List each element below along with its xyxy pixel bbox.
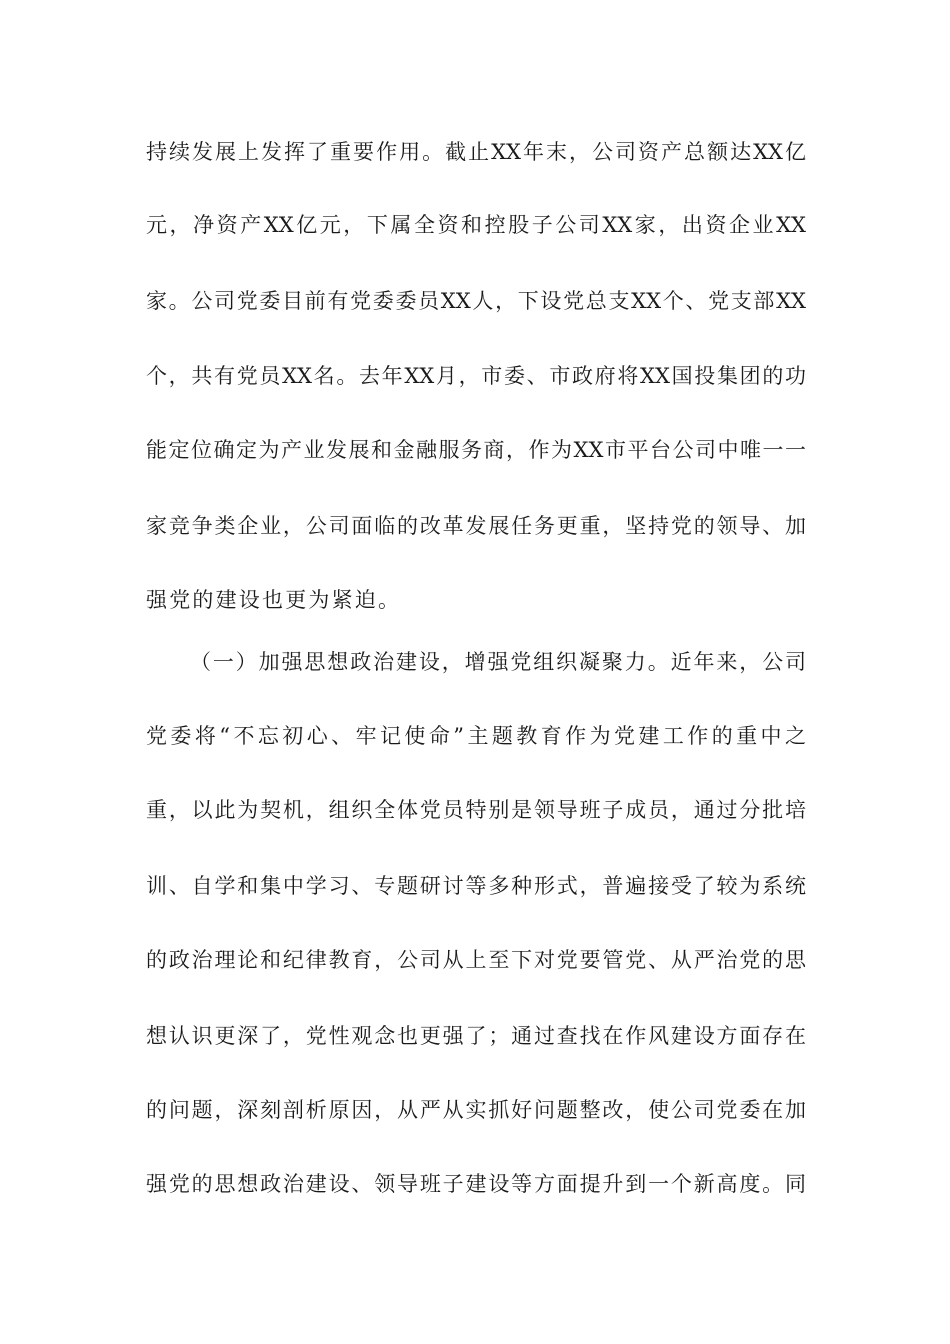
section-heading-line: （一）加强思想政治建设，增强党组织凝聚力。近年来，公司 — [190, 650, 806, 674]
text-line: 家竞争类企业，公司面临的改革发展任务更重，坚持党的领导、加 — [146, 514, 806, 538]
text-line: 训、自学和集中学习、专题研讨等多种形式，普遍接受了较为系统 — [146, 874, 806, 898]
paragraph-last-line: 强党的建设也更为紧迫。 — [146, 588, 402, 612]
text-line: 的政治理论和纪律教育，公司从上至下对党要管党、从严治党的思 — [146, 948, 806, 972]
text-line: 重，以此为契机，组织全体党员特别是领导班子成员，通过分批培 — [146, 798, 806, 822]
text-line: 强党的思想政治建设、领导班子建设等方面提升到一个新高度。同 — [146, 1172, 806, 1196]
text-line: 党委将“不忘初心、牢记使命”主题教育作为党建工作的重中之 — [146, 724, 806, 748]
text-line: 个，共有党员XX名。去年XX月，市委、市政府将XX国投集团的功 — [146, 364, 806, 388]
text-line: 持续发展上发挥了重要作用。截止XX年末，公司资产总额达XX亿 — [146, 140, 806, 164]
text-line: 能定位确定为产业发展和金融服务商，作为XX市平台公司中唯一一 — [146, 438, 806, 462]
text-line: 想认识更深了，党性观念也更强了；通过查找在作风建设方面存在 — [146, 1024, 806, 1048]
text-line: 的问题，深刻剖析原因，从严从实抓好问题整改，使公司党委在加 — [146, 1098, 806, 1122]
text-line: 家。公司党委目前有党委委员XX人，下设党总支XX个、党支部XX — [146, 289, 806, 313]
text-line: 元，净资产XX亿元，下属全资和控股子公司XX家，出资企业XX — [146, 213, 806, 237]
